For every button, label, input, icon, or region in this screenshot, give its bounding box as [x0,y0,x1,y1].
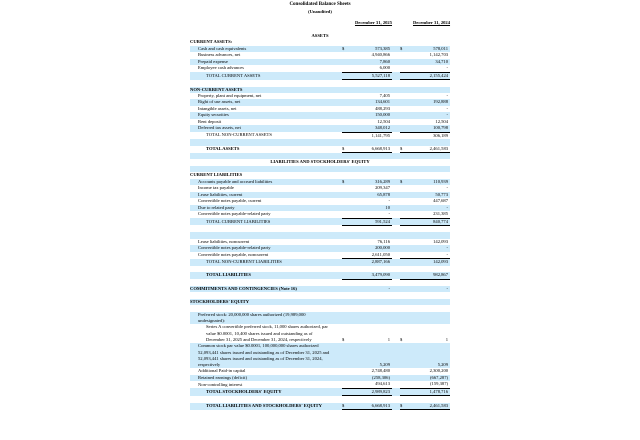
row-preferred: Preferred stock: 20,000,000 shares authorized (19,989,000 undesignated): [190,312,450,325]
section-assets: ASSETS [311,32,329,38]
row-business-advances: Business advances, net 4,940,866 1,142,703 [198,52,449,58]
non-current-assets-header: NON-CURRENT ASSETS [190,87,450,93]
col-header-2024: December 31, 2024 [412,20,451,25]
current-liabilities-header: CURRENT LIABILITIES [190,172,243,178]
row-retained-earnings: Retained earnings (deficit) (258,306) (667,287) [190,375,450,381]
doc-title: Consolidated Balance Sheets [289,2,351,7]
row-income-tax: Income tax payable 209,347 - [198,185,449,191]
section-liabilities: LIABILITIES AND STOCKHOLDERS' EQUITY [270,159,370,165]
row-cash: Cash and cash equivalents $ 573,385 $ 578,011 [190,46,450,52]
row-total-liabilities-equity: TOTAL LIABILITIES AND STOCKHOLDERS' EQUITY $ 6,668,913 $ 2,461,583 [190,403,450,410]
row-total-assets: TOTAL ASSETS $ 6,668,913 $ 2,461,583 [206,145,449,151]
row-commitments: COMMITMENTS AND CONTINGENCIES (Note 16) - - [190,285,449,291]
row-convertible-current: Convertible notes payable, current - 447,687 [198,198,449,204]
doc-subtitle: (Unaudited) [308,9,332,14]
row-employee-advances: Employee cash advances 6,000 - [198,65,449,71]
row-total-current-assets: TOTAL CURRENT ASSETS 5,527,118 2,155,424 [190,72,450,79]
row-prepaid: Prepaid expense 7,860 34,710 [190,59,450,65]
row-convertible-noncurrent: Convertible notes payable, noncurrent 2,611,050 - [198,251,449,257]
row-total-liabilities: TOTAL LIABILITIES 3,479,090 982,867 [190,272,450,279]
row-total-stockholders-equity: TOTAL STOCKHOLDERS' EQUITY 2,989,823 1,478,716 [190,388,450,395]
current-assets-header: CURRENT ASSETS: [190,39,233,45]
row-rent-deposit: Rent deposit 12,504 12,504 [198,118,449,124]
row-ppe: Property, plant and equipment, net 7,405 - [198,92,449,98]
row-rou: Right of use assets, net 134,601 192,888 [190,99,450,105]
row-equity-securities: Equity securities 150,000 - [190,112,450,118]
row-lease-noncurrent: Lease liabilities, noncurrent 76,116 142,093 [198,238,449,244]
balance-sheet-table [190,20,450,410]
row-accounts-payable: Accounts payable and accrued liabilities $ 316,289 $ 110,939 [190,179,450,185]
row-lease-current: Lease liabilities, current 65,878 50,773 [190,192,450,198]
row-total-non-current-liabilities: TOTAL NON-CURRENT LIABILITIES 2,887,166 142,093 [190,259,450,266]
row-total-non-current-assets: TOTAL NON-CURRENT ASSETS 1,141,795 306,189 [206,132,449,138]
row-series-a: Series A convertible preferred stock, 11,000 shares authorized, par value $0.0001, 10,400 shares issued and outstanding as of December 31, 2025 and December 31, 2024, respectively $ 1 $ 1 [206,324,449,342]
row-due-related: Due to related party 10 - [190,205,450,211]
row-convertible-related: Convertible notes payable-related party - 231,385 [198,211,449,217]
row-total-current-liabilities: TOTAL CURRENT LIABILITIES 591,524 840,774 [190,218,450,225]
row-intangible: Intangible assets, net 488,293 - [198,105,449,111]
row-convertible-related-noncurrent: Convertible notes payable-related party 200,000 - [190,245,450,251]
row-common-stock: Common stock par value $0.0001, 100,000,000 shares authorized 52,093,441 shares issued and outstanding as of December 31, 2025 and 52,093,441 shares issued and outstanding as of December 31, 2024, respectively 5,209 5,209 [190,343,450,368]
row-deferred-tax: Deferred tax assets, net 348,012 100,798 [190,125,450,132]
row-nci: Non-controlling interest 494,613 (159,387) [198,381,449,387]
row-apic: Additional Paid-in capital 2,748,480 2,300,200 [198,368,449,374]
col-header-2025: December 31, 2025 [354,20,393,25]
stockholders-equity-header: STOCKHOLDERS' EQUITY [190,299,450,305]
